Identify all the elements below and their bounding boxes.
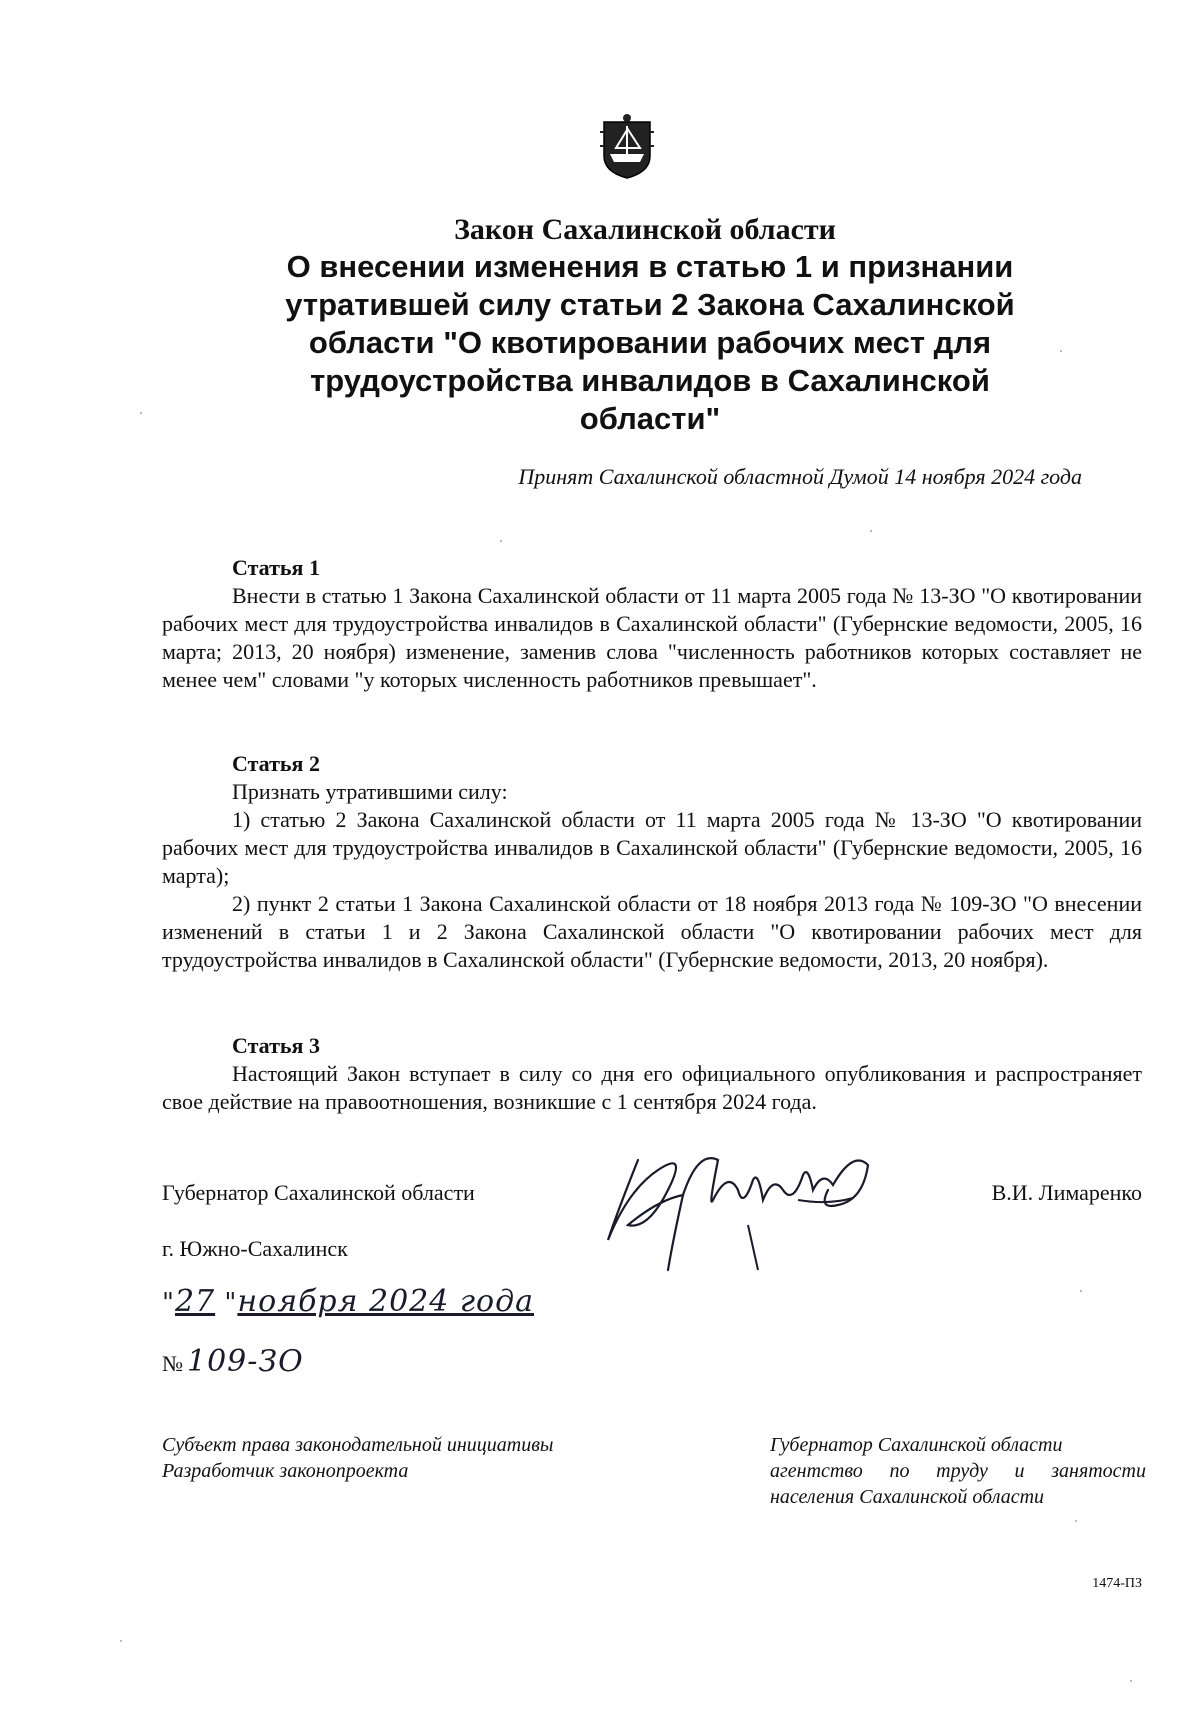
article-1 (162, 554, 1142, 694)
date-day: 27 (174, 1284, 216, 1319)
law-title: Закон Сахалинской области (454, 213, 836, 246)
footer-right (770, 1432, 1146, 1510)
footer-left (162, 1432, 553, 1484)
signing-city: г. Южно-Сахалинск (162, 1236, 348, 1261)
article-3 (162, 1032, 1142, 1116)
law-subtitle (240, 248, 1060, 438)
article-2-item-1: 1) статью 2 Закона Сахалинской области от 11 марта 2005 года № 13-ЗО "О квотировании рабочих мест для трудоустройства инвалидов в Сахалинской области" (Губернские ведомости, 2005, 16 марта); (162, 807, 1142, 888)
footer-left-line-1: Субъект права законодательной инициативы (162, 1434, 554, 1456)
article-1-heading: Статья 1 (232, 555, 320, 580)
article-2-item-2: 2) пункт 2 статьи 1 Закона Сахалинской области от 18 ноября 2013 года № 109-ЗО "О внесении изменений в статьи 1 и 2 Закона Сахалинской области "О квотировании рабочих мест для трудоустройства инвалидов в Сахалинской области" (Губернские ведомости, 2013, 20 ноября). (162, 891, 1142, 972)
subtitle-line: трудоустройства инвалидов в Сахалинской (310, 363, 990, 398)
adoption-note: Принят Сахалинской областной Думой 14 ноября 2024 года (518, 464, 1082, 489)
subtitle-line: области "О квотировании рабочих мест для (308, 325, 992, 360)
article-2-intro: Признать утратившими силу: (232, 779, 508, 804)
subtitle-line: утратившей силу статьи 2 Закона Сахалинской (285, 287, 1015, 322)
law-number (162, 1344, 304, 1379)
date-month-year: ноября 2024 года (237, 1284, 534, 1319)
number-prefix: № (162, 1351, 183, 1376)
number-value: 109-ЗО (187, 1344, 304, 1379)
article-2 (162, 750, 1142, 974)
document-code: 1474-ПЗ (1092, 1576, 1142, 1591)
article-2-heading: Статья 2 (232, 751, 320, 776)
governor-name: В.И. Лимаренко (991, 1180, 1142, 1205)
article-3-text: Настоящий Закон вступает в силу со дня его официального опубликования и распространяет свое действие на правоотношения, возникшие с 1 сентября 2024 года. (162, 1061, 1142, 1114)
footer-right-line-3: населения Сахалинской области (770, 1486, 1045, 1508)
governor-position: Губернатор Сахалинской области (162, 1180, 475, 1205)
subtitle-line: области" (579, 401, 721, 436)
article-3-heading: Статья 3 (232, 1033, 320, 1058)
handwritten-signature (598, 1130, 908, 1280)
signing-date: "27 "ноября 2024 года (162, 1284, 534, 1319)
footer-left-line-2: Разработчик законопроекта (162, 1460, 409, 1482)
footer-right-line-1: Губернатор Сахалинской области (770, 1434, 1063, 1456)
footer-right-line-2: агентство по труду и занятости (770, 1460, 1146, 1482)
article-1-text: Внести в статью 1 Закона Сахалинской области от 11 марта 2005 года № 13-ЗО "О квотировании рабочих мест для трудоустройства инвалидов в Сахалинской области" (Губернские ведомости, 2005, 16 марта; 2013, 20 ноября) изменение, заменив слова "численность работников которых составляет не менее чем" словами "у которых численность работников превышает". (162, 583, 1142, 692)
subtitle-line: О внесении изменения в статью 1 и признании (286, 249, 1014, 284)
coat-of-arms-icon (600, 112, 654, 180)
